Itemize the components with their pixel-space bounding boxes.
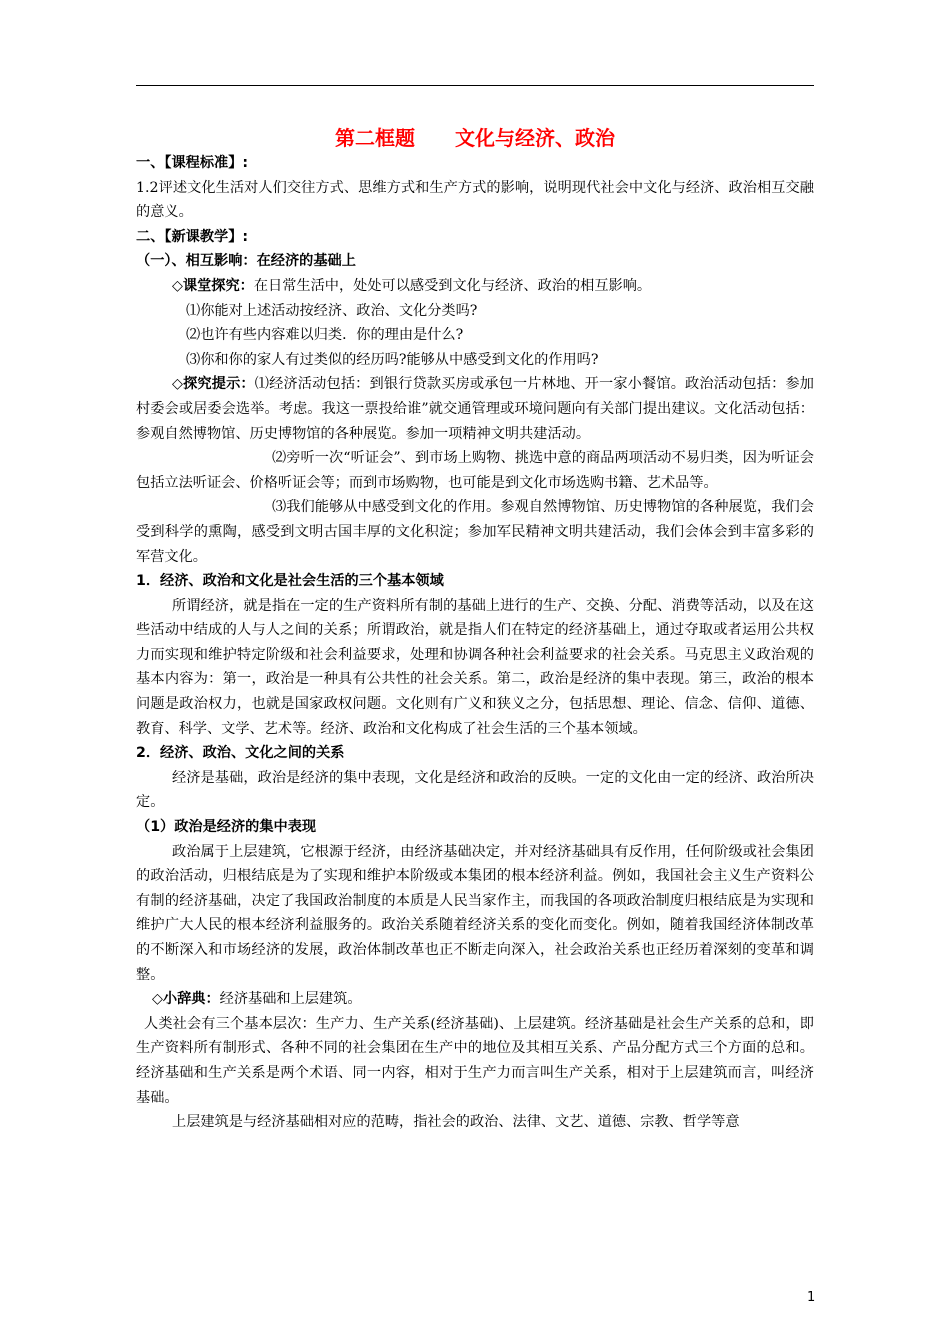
hint-paragraph-3: ⑶我们能够从中感受到文化的作用。参观自然博物馆、历史博物馆的各种展览，我们会受到科学的熏陶，感受到文明古国丰厚的文化积淀；参加军民精神文明共建活动，我们会体会到丰富多彩的军营文化。 <box>136 499 814 565</box>
inquiry-paragraph <box>136 274 814 299</box>
point1-text: 所谓经济，就是指在一定的生产资料所有制的基础上进行的生产、交换、分配、消费等活动，以及在这些活动中结成的人与人之间的关系；所谓政治，就是指人们在特定的经济基础上，通过夺取或者运用公共权力而实现和维护特定阶级和社会利益要求，处理和协调各种社会利益要求的社会关系。马克思主义政治观的基本内容为：第一，政治是一种具有公共性的社会关系。第二，政治是经济的集中表现。第三，政治的根本问题是政治权力，也就是国家政权问题。文化则有广义和狭义之分，包括思想、理论、信念、信仰、道德、教育、科学、文学、艺术等。经济、政治和文化构成了社会生活的三个基本领域。 <box>136 597 814 737</box>
page-number: 1 <box>807 1290 816 1305</box>
dictionary-text-1: 人类社会有三个基本层次：生产力、生产关系(经济基础)、上层建筑。经济基础是社会生产关系的总和，即生产资料所有制形式、各种不同的社会集团在生产中的地位及其相互关系、产品分配方式三个方面的总和。经济基础和生产关系是两个术语、同一内容，相对于生产力而言叫生产关系，相对于上层建筑而言，叫经济基础。 <box>136 1015 814 1106</box>
page-title: 第二框题 文化与经济、政治 <box>335 126 615 150</box>
question-1: ⑴你能对上述活动按经济、政治、文化分类吗? <box>186 302 478 319</box>
dictionary-title: 经济基础和上层建筑。 <box>219 991 362 1008</box>
inquiry-label: ◇课堂探究： <box>172 277 254 294</box>
dictionary-paragraph <box>136 987 814 1012</box>
sub2-text: 政治属于上层建筑，它根源于经济，由经济基础决定，并对经济基础具有反作用，任何阶级或社会集团的政治活动，归根结底是为了实现和维护本阶级或本集团的根本经济利益。例如，我国社会主义生产资料公有制的经济基础，决定了我国政治制度的本质是人民当家作主，而我国的各项政治制度归根结底是为实现和维护广大人民的根本经济利益服务的。政治关系随着经济关系的变化而变化。例如，随着我国经济体制改革的不断深入和市场经济的发展，政治体制改革也正不断走向深入，社会政治关系也正经历着深刻的变革和调整。 <box>136 843 814 983</box>
section1-heading: 一、【课程标准】: <box>136 155 249 171</box>
dictionary-text-2: 上层建筑是与经济基础相对应的范畴，指社会的政治、法律、文艺、道德、宗教、哲学等意 <box>172 1114 740 1131</box>
point2-heading: 2．经济、政治、文化之间的关系 <box>136 745 345 762</box>
hint-paragraph-1 <box>136 372 814 446</box>
section2-heading: 二、【新课教学】: <box>136 228 249 245</box>
hint-label: ◇探究提示： <box>172 376 255 393</box>
question-3: ⑶你和你的家人有过类似的经历吗?能够从中感受到文化的作用吗? <box>186 351 599 368</box>
inquiry-text: 在日常生活中，处处可以感受到文化与经济、政治的相互影响。 <box>253 277 652 294</box>
hint-1-text: ⑴经济活动包括：到银行贷款买房或承包一片林地、开一家小餐馆。政治活动包括：参加村委会或居委会选举。考虑。我这一票投给谁”就交通管理或环境问题向有关部门提出建议。文化活动包括：参观自然博物馆、历史博物馆的各种展览。参加一项精神文明共建活动。 <box>136 376 814 442</box>
document-body <box>136 151 814 1135</box>
point2-text: 经济是基础，政治是经济的集中表现，文化是经济和政治的反映。一定的文化由一定的经济、政治所决定。 <box>136 769 814 811</box>
sub1-heading: （一）、相互影响：在经济的基础上 <box>136 253 356 270</box>
question-2: ⑵也许有些内容难以归类．你的理由是什么? <box>186 327 464 344</box>
sub2-heading: （1）政治是经济的集中表现 <box>136 819 317 836</box>
header-rule <box>136 85 814 86</box>
hint-paragraph-2: ⑵旁听一次“听证会”、到市场上购物、挑选中意的商品两项活动不易归类，因为听证会包括立法听证会、价格听证会等；而到市场购物，也可能是到文化市场选购书籍、艺术品等。 <box>136 450 814 491</box>
point1-heading: 1．经济、政治和文化是社会生活的三个基本领域 <box>136 573 444 590</box>
section1-text: 1.2评述文化生活对人们交往方式、思维方式和生产方式的影响，说明现代社会中文化与经济、政治相互交融的意义。 <box>136 179 814 221</box>
dictionary-label: ◇小辞典： <box>152 991 220 1008</box>
